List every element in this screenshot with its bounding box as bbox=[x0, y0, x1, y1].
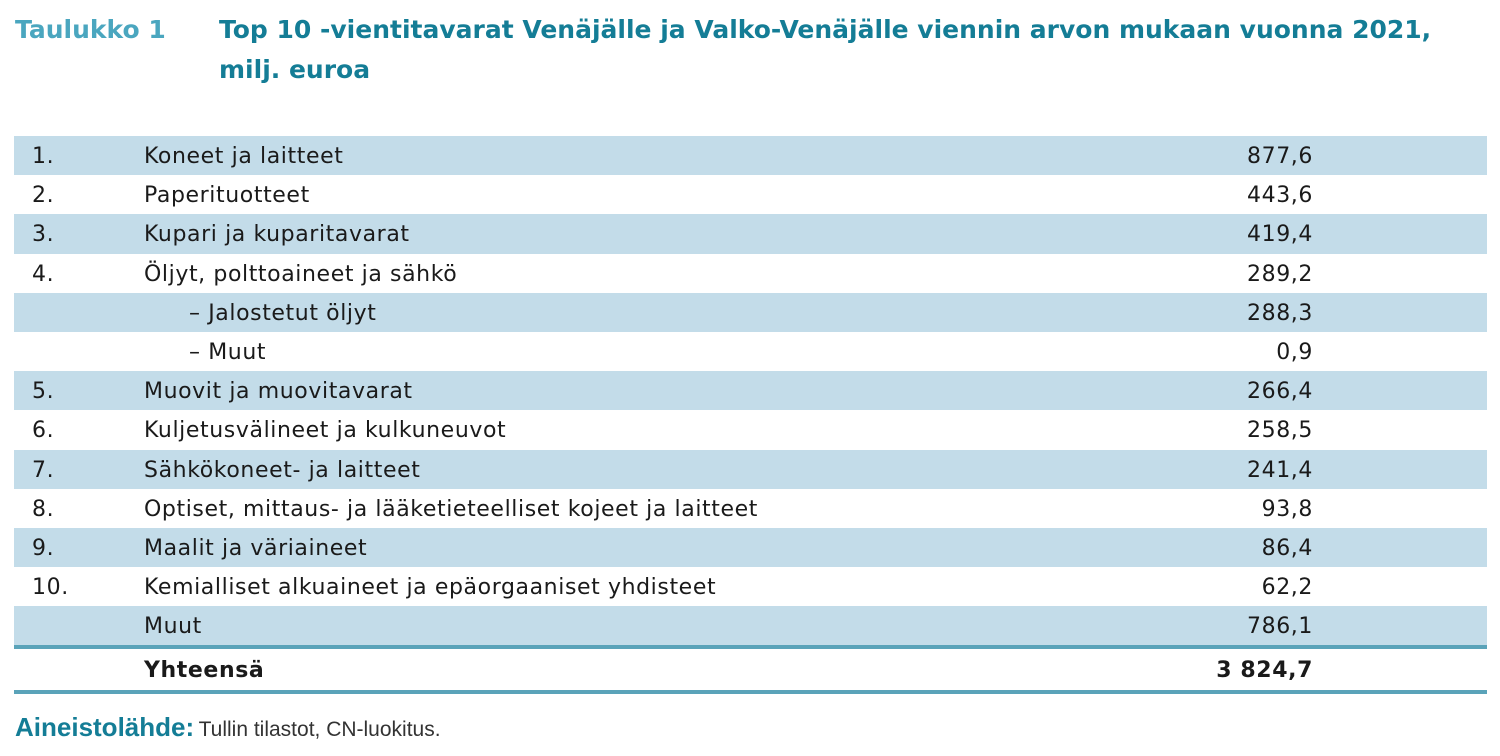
row-value: 241,4 bbox=[1247, 457, 1313, 483]
row-value: 266,4 bbox=[1247, 379, 1313, 405]
total-row bbox=[14, 649, 1487, 690]
row-value: 288,3 bbox=[1247, 300, 1313, 326]
row-name: Muut bbox=[144, 614, 202, 640]
row-number: 1. bbox=[32, 144, 55, 169]
total-value: 3 824,7 bbox=[1216, 658, 1313, 684]
row-name: Sähkökoneet- ja laitteet bbox=[144, 457, 421, 483]
table-row bbox=[14, 371, 1487, 410]
table-row bbox=[14, 489, 1487, 528]
row-name: Koneet ja laitteet bbox=[144, 144, 344, 169]
table-subrow bbox=[14, 293, 1487, 332]
table-title: Top 10 -vientitavarat Venäjälle ja Valko-Venäjälle viennin arvon mukaan vuonna 2021, milj. euroa bbox=[219, 15, 1432, 84]
row-value: 289,2 bbox=[1247, 261, 1313, 287]
table-label: Taulukko 1 bbox=[15, 15, 166, 44]
source-note bbox=[15, 712, 441, 743]
row-name: Optiset, mittaus- ja lääketieteelliset kojeet ja laitteet bbox=[144, 496, 758, 522]
row-value: 786,1 bbox=[1247, 614, 1313, 640]
row-number: 9. bbox=[32, 535, 55, 561]
table-row bbox=[14, 450, 1487, 489]
table-subrow bbox=[14, 332, 1487, 371]
table-row bbox=[14, 175, 1487, 214]
row-value: 62,2 bbox=[1261, 575, 1313, 601]
row-value: 0,9 bbox=[1276, 339, 1313, 365]
table-row bbox=[14, 214, 1487, 253]
row-value: 93,8 bbox=[1261, 496, 1313, 522]
row-value: 443,6 bbox=[1247, 183, 1313, 209]
export-table bbox=[14, 136, 1487, 694]
row-value: 877,6 bbox=[1247, 144, 1313, 169]
row-name: Öljyt, polttoaineet ja sähkö bbox=[144, 261, 458, 287]
table-row bbox=[14, 136, 1487, 175]
row-number: 7. bbox=[32, 457, 55, 483]
row-name: Maalit ja väriaineet bbox=[144, 535, 368, 561]
row-number: 2. bbox=[32, 183, 55, 209]
row-value: 258,5 bbox=[1247, 418, 1313, 444]
row-value: 86,4 bbox=[1261, 535, 1313, 561]
table-row bbox=[14, 606, 1487, 645]
row-number: 5. bbox=[32, 379, 55, 405]
row-name: Kemialliset alkuaineet ja epäorgaaniset yhdisteet bbox=[144, 575, 717, 601]
total-label: Yhteensä bbox=[144, 658, 265, 684]
row-name: Kupari ja kuparitavarat bbox=[144, 222, 410, 248]
row-name: – Jalostetut öljyt bbox=[189, 300, 377, 326]
row-number: 8. bbox=[32, 496, 55, 522]
row-value: 419,4 bbox=[1247, 222, 1313, 248]
source-text: Tullin tilastot, CN-luokitus. bbox=[198, 718, 441, 741]
source-label: Aineistolähde: bbox=[15, 712, 195, 742]
row-name: Paperituotteet bbox=[144, 183, 310, 209]
table-row bbox=[14, 254, 1487, 293]
row-number: 3. bbox=[32, 222, 55, 248]
row-name: Muovit ja muovitavarat bbox=[144, 379, 413, 405]
row-number: 10. bbox=[32, 575, 69, 601]
row-number: 4. bbox=[32, 261, 55, 287]
table-row bbox=[14, 567, 1487, 606]
row-number: 6. bbox=[32, 418, 55, 444]
row-name: – Muut bbox=[189, 339, 267, 365]
table-row bbox=[14, 410, 1487, 449]
table-row bbox=[14, 528, 1487, 567]
row-name: Kuljetusvälineet ja kulkuneuvot bbox=[144, 418, 507, 444]
